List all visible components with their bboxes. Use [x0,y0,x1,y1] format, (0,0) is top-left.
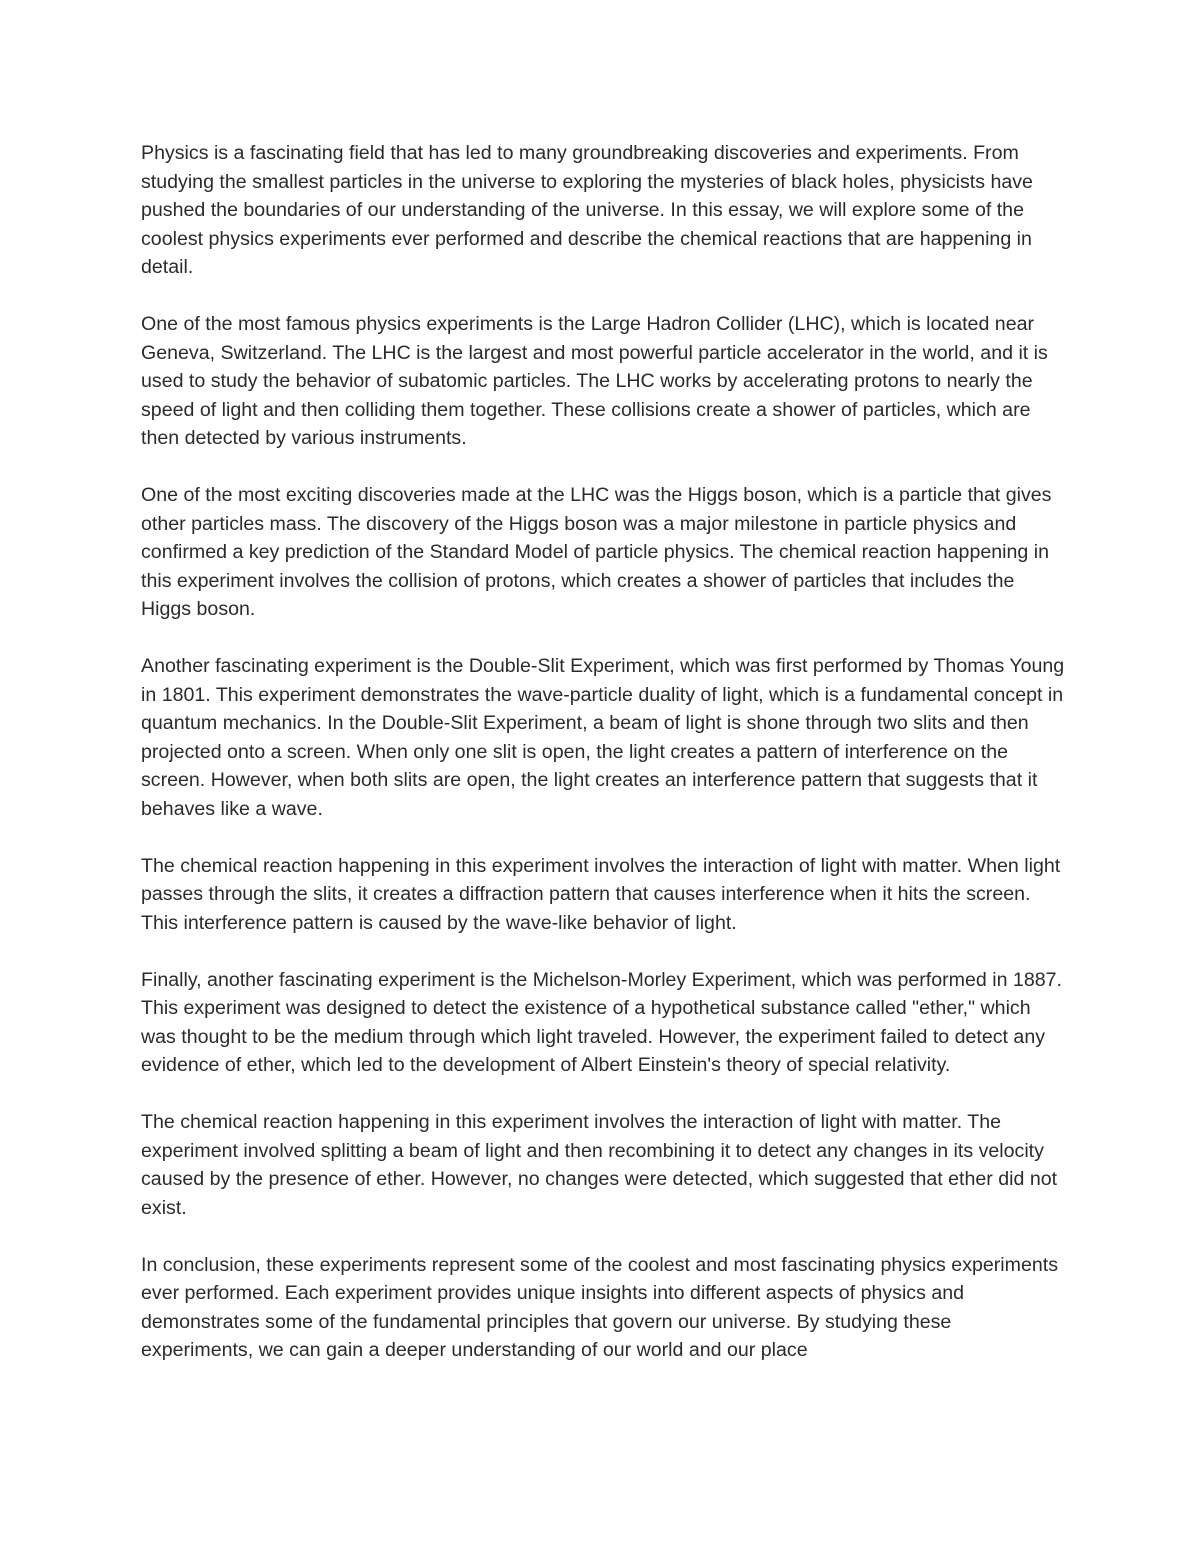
paragraph-double-slit: Another fascinating experiment is the Double-Slit Experiment, which was first performed by Thomas Young in 1801. This experiment demonstrates the wave-particle duality of light, which is a fundamental concept in quantum mechanics. In the Double-Slit Experiment, a beam of light is shone through two slits and then projected onto a screen. When only one slit is open, the light creates a pattern of interference on the screen. However, when both slits are open, the light creates an interference pattern that suggests that it behaves like a wave. [141,655,1065,820]
paragraph-michelson-morley: Finally, another fascinating experiment is the Michelson-Morley Experiment, which was performed in 1887. This experiment was designed to detect the existence of a hypothetical substance called "ether," which was thought to be the medium through which light traveled. However, the experiment failed to detect any evidence of ether, which led to the development of Albert Einstein's theory of special relativity. [141,968,1062,1076]
paragraph-intro: Physics is a fascinating field that has led to many groundbreaking discoveries and experiments. From studying the smallest particles in the universe to exploring the mysteries of black holes, physicists have pushed the boundaries of our understanding of the universe. In this essay, we will explore some of the coolest physics experiments ever performed and describe the chemical reactions that are happening in detail. [141,142,1033,278]
document-body [141,139,1066,1393]
paragraph-lhc: One of the most famous physics experiments is the Large Hadron Collider (LHC), which is located near Geneva, Switzerland. The LHC is the largest and most powerful particle accelerator in the world, and it is used to study the behavior of subatomic particles. The LHC works by accelerating protons to nearly the speed of light and then colliding them together. These collisions create a shower of particles, which are then detected by various instruments. [141,313,1048,449]
paragraph-conclusion: In conclusion, these experiments represent some of the coolest and most fascinating physics experiments ever performed. Each experiment provides unique insights into different aspects of physics and demonstrates some of the fundamental principles that govern our universe. By studying these experiments, we can gain a deeper understanding of our world and our place [141,1253,1059,1361]
paragraph-double-slit-reaction: The chemical reaction happening in this experiment involves the interaction of light with matter. When light passes through the slits, it creates a diffraction pattern that causes interference when it hits the screen. This interference pattern is caused by the wave-like behavior of light. [141,854,1061,934]
paragraph-michelson-morley-reaction: The chemical reaction happening in this experiment involves the interaction of light with matter. The experiment involved splitting a beam of light and then recombining it to detect any changes in its velocity caused by the presence of ether. However, no changes were detected, which suggested that ether did not exist. [141,1111,1058,1219]
paragraph-higgs-boson: One of the most exciting discoveries made at the LHC was the Higgs boson, which is a particle that gives other particles mass. The discovery of the Higgs boson was a major milestone in particle physics and confirmed a key prediction of the Standard Model of particle physics. The chemical reaction happening in this experiment involves the collision of protons, which creates a shower of particles that includes the Higgs boson. [141,484,1052,620]
